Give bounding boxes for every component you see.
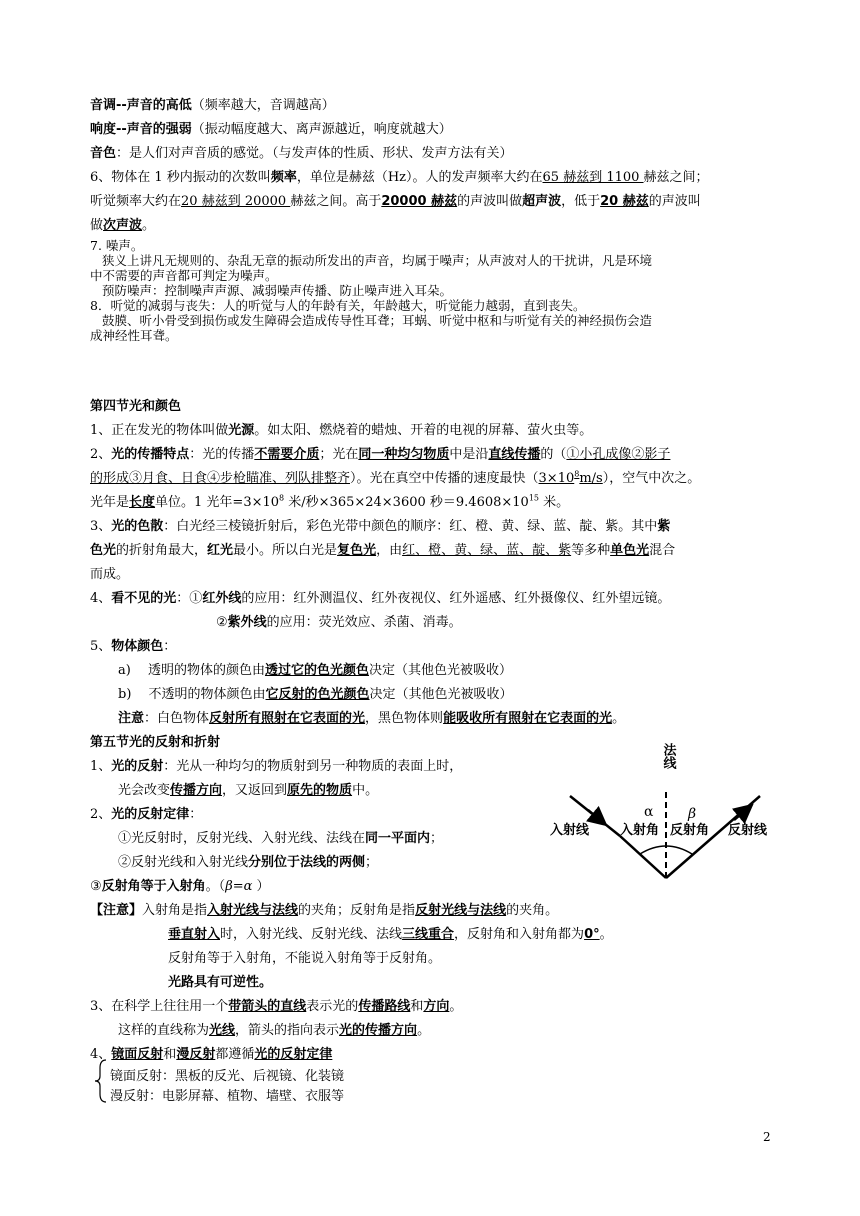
- line-noise-def-2: 中不需要的声音都可判定为噪声。: [90, 268, 278, 283]
- line-deafness-2: 成神经性耳聋。: [90, 328, 178, 343]
- line-deafness: 鼓膜、听小骨受到损伤或发生障碍会造成传导性耳聋；耳蜗、听觉中枢和与听觉有关的神经损伤会造: [102, 313, 653, 328]
- s4-line7: 而成。: [90, 567, 130, 582]
- s5-line15: 漫反射：电影屏幕、植物、墙壁、衣服等: [110, 1089, 345, 1104]
- s5-line14: 镜面反射：黑板的反光、后视镜、化装镜: [110, 1069, 345, 1084]
- s5-line13: 4、镜面反射和漫反射都遵循光的反射定律: [90, 1047, 333, 1062]
- line-timbre: 音色：是人们对声音质的感觉。（与发声体的性质、形状、发声方法有关）: [90, 146, 513, 161]
- incident-angle-label: 入射角: [620, 823, 660, 838]
- s4-line6: 色光的折射角最大，红光最小。所以白光是复色光，由红、橙、黄、绿、蓝、靛、紫等多种单色光混合: [90, 543, 676, 558]
- s4-line12: b) 不透明的物体颜色由它反射的色光颜色决定（其他色光被吸收）: [118, 687, 513, 702]
- s4-line3: 的形成③月食、日食④步枪瞄准、列队排整齐）。光在真空中传播的速度最快$(3\times 10^8m/s)$，空气中次之。: [90, 469, 701, 486]
- s4-line9: ②紫外线的应用：荧光效应、杀菌、消毒。: [216, 615, 462, 630]
- s5-line6: ③反射角等于入射角。（β=α ）: [90, 879, 270, 894]
- s4-line13: 注意：白色物体反射所有照射在它表面的光，黑色物体则能吸收所有照射在它表面的光。: [118, 711, 626, 726]
- s4-line2: 2、光的传播特点：光的传播不需要介质；光在同一种均匀物质中是沿直线传播的（①小孔成像②影子: [90, 447, 671, 462]
- s5-line7: 【注意】入射角是指入射光线与法线的夹角；反射角是指反射光线与法线的夹角。: [90, 903, 559, 918]
- incident-arrow-icon: [588, 810, 600, 820]
- s4-line4: 光年是长度单位。1 光年$=3\times 10^8$ 米/秒×365×24×3600 秒$=9.4608\times 10^{15}$ 米。: [90, 493, 570, 510]
- incident-ray-line-2: [620, 836, 666, 878]
- s5-line9: 反射角等于入射角，不能说入射角等于反射角。: [168, 951, 442, 966]
- line-frequency: 6、物体在 1 秒内振动的次数叫频率，单位是赫兹（Hz）。人的发声频率大约在65 赫兹到 1100 赫兹之间；: [90, 170, 709, 185]
- line-infrasound: 做次声波。: [90, 218, 156, 233]
- s4-line5: 3、光的色散：白光经三棱镜折射后，彩色光带中颜色的顺序：红、橙、黄、绿、蓝、靛、紫。其中紫: [90, 519, 671, 534]
- line-pitch: 音调--声音的高低（频率越大，音调越高）: [90, 98, 335, 113]
- s4-line1: 1、正在发光的物体叫做光源。如太阳、燃烧着的蜡烛、开着的电视的屏幕、萤火虫等。: [90, 423, 593, 438]
- incident-ray-label: 入射线: [550, 823, 590, 838]
- page-number: 2: [763, 1130, 771, 1144]
- line-hearing-range: 听觉频率大约在20 赫兹到 20000 赫兹之间。高于20000 赫兹的声波叫做超声波，低于20 赫兹的声波叫: [90, 194, 701, 209]
- s5-line1: 1、光的反射：光从一种均匀的物质射到另一种物质的表面上时，: [90, 759, 463, 774]
- s5-line2: 光会改变传播方向，又返回到原先的物质中。: [118, 783, 379, 798]
- s5-line3: 2、光的反射定律：: [90, 807, 203, 822]
- section4-title: 第四节光和颜色: [90, 399, 182, 414]
- s5-line11: 3、在科学上往往用一个带箭头的直线表示光的传播路线和方向。: [90, 999, 463, 1014]
- s4-line8: 4、看不见的光：①红外线的应用：红外测温仪、红外夜视仪、红外遥感、红外摄像仪、红外望远镜。: [90, 591, 671, 606]
- section5-title: 第五节光的反射和折射: [90, 735, 221, 750]
- alpha-label: α: [644, 804, 654, 820]
- s4-line11: a) 透明的物体的颜色由透过它的色光颜色决定（其他色光被吸收）: [118, 663, 512, 678]
- line-noise-prevent: 预防噪声：控制噪声声源、减弱噪声传播、防止噪声进入耳朵。: [102, 283, 453, 298]
- line-hearing-loss: 8．听觉的减弱与丧失：人的听觉与人的年龄有关，年龄越大，听觉能力越弱，直到丧失。: [90, 298, 586, 313]
- s5-line12: 这样的直线称为光线，箭头的指向表示光的传播方向。: [118, 1023, 431, 1038]
- reflection-diagram: [548, 742, 788, 882]
- s5-line10: 光路具有可逆性。: [168, 975, 273, 990]
- line-noise-def: 狭义上讲凡无规则的、杂乱无章的振动所发出的声音，均属于噪声；从声波对人的干扰讲，凡是环境: [102, 253, 653, 268]
- normal-label: 法线: [660, 743, 676, 769]
- brace-icon: [92, 1058, 108, 1104]
- s4-line10: 5、物体颜色：: [90, 639, 177, 654]
- s5-line5: ②反射光线和入射光线分别位于法线的两侧；: [118, 855, 379, 870]
- document-body: [90, 94, 780, 1107]
- reflected-arrow-icon: [734, 810, 746, 820]
- reflect-angle-label: 反射角: [670, 823, 710, 838]
- s5-line8: 垂直射入时，入射光线、反射光线、法线三线重合，反射角和入射角都为0°。: [168, 927, 613, 942]
- s5-line4: ①光反射时，反射光线、入射光线、法线在同一平面内；: [118, 831, 444, 846]
- beta-label: β: [688, 806, 697, 822]
- line-noise-heading: 7. 噪声。: [90, 238, 144, 253]
- line-loudness: 响度--声音的强弱（振动幅度越大、离声源越近，响度就越大）: [90, 122, 452, 137]
- reflect-ray-label: 反射线: [728, 823, 768, 838]
